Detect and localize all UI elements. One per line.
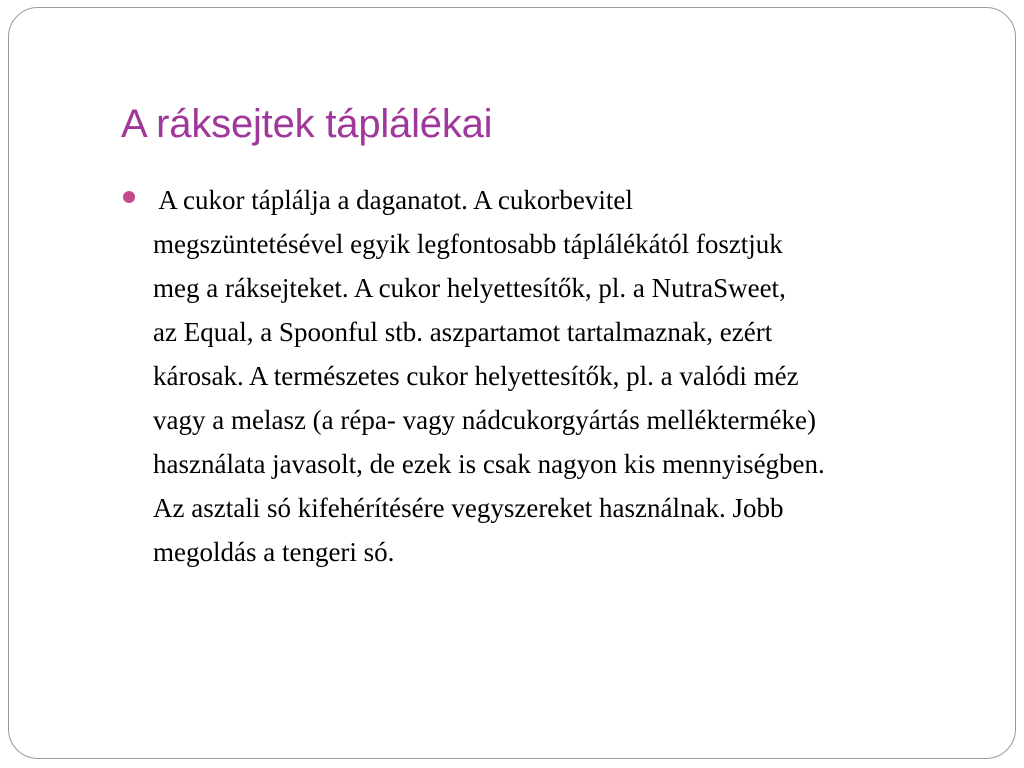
bullet-item <box>123 178 825 574</box>
bullet-dot-icon <box>123 191 135 203</box>
slide-title: A ráksejtek táplálékai <box>121 102 493 146</box>
slide-frame <box>8 7 1016 759</box>
bullet-list <box>123 178 825 574</box>
bullet-text: A cukor táplálja a daganatot. A cukorbevitel megszüntetésével egyik legfontosabb táplálékától fosztjuk meg a ráksejteket. A cukor helyettesítők, pl. a NutraSweet, az Equal, a Spoonful stb. aszpartamot tartalmaznak, ezért károsak. A természetes cukor helyettesítők, pl. a valódi méz vagy a melasz (a répa- vagy nádcukorgyártás mellékterméke) használata javasolt, de ezek is csak nagyon kis mennyiségben. Az asztali só kifehérítésére vegyszereket használnak. Jobb megoldás a tengeri só. <box>153 185 825 567</box>
